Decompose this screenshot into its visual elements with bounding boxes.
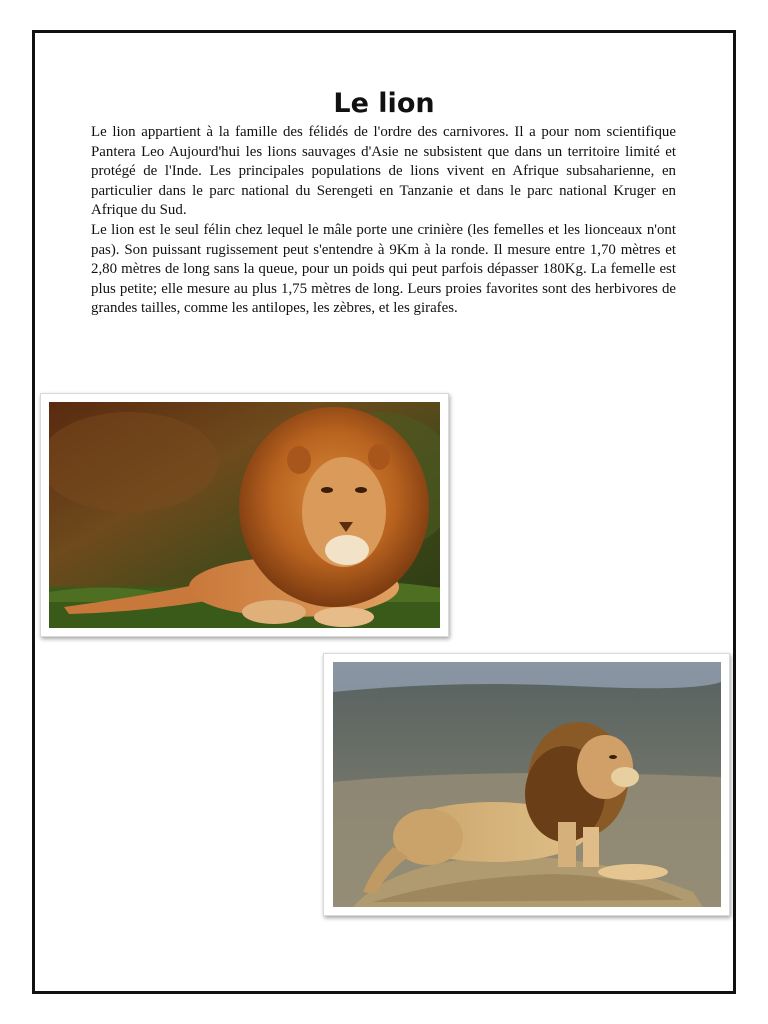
body-text: [91, 123, 676, 319]
lion-photo-lying: [40, 393, 449, 637]
paragraph-1: Le lion appartient à la famille des félidés de l'ordre des carnivores. Il a pour nom scientifique Pantera Leo Aujourd'hui les lions sauvages d'Asie ne subsistent que dans un territoire limité et protégé de l'Inde. Les principales populations de lions vivent en Afrique subsaharienne, en particulier dans le parc national du Serengeti en Tanzanie et dans le parc national Kruger en Afrique du Sud.: [91, 124, 676, 219]
page-title: Le lion: [333, 88, 435, 119]
lion-lying-image: [49, 402, 440, 628]
lion-sitting-image: [333, 662, 721, 907]
paragraph-2: Le lion est le seul félin chez lequel le mâle porte une crinière (les femelles et les lionceaux n'ont pas). Son puissant rugissement peut s'entendre à 9Km à la ronde. Il mesure entre 1,70 mètres et 2,80 mètres de long sans la queue, pour un poids qui peut parfois dépasser 180Kg. La femelle est plus petite; elle mesure au plus 1,75 mètres de long. Leurs proies favorites sont des herbivores de grandes tailles, comme les antilopes, les zèbres, et les girafes.: [91, 221, 676, 317]
lion-photo-sitting: [323, 653, 730, 916]
